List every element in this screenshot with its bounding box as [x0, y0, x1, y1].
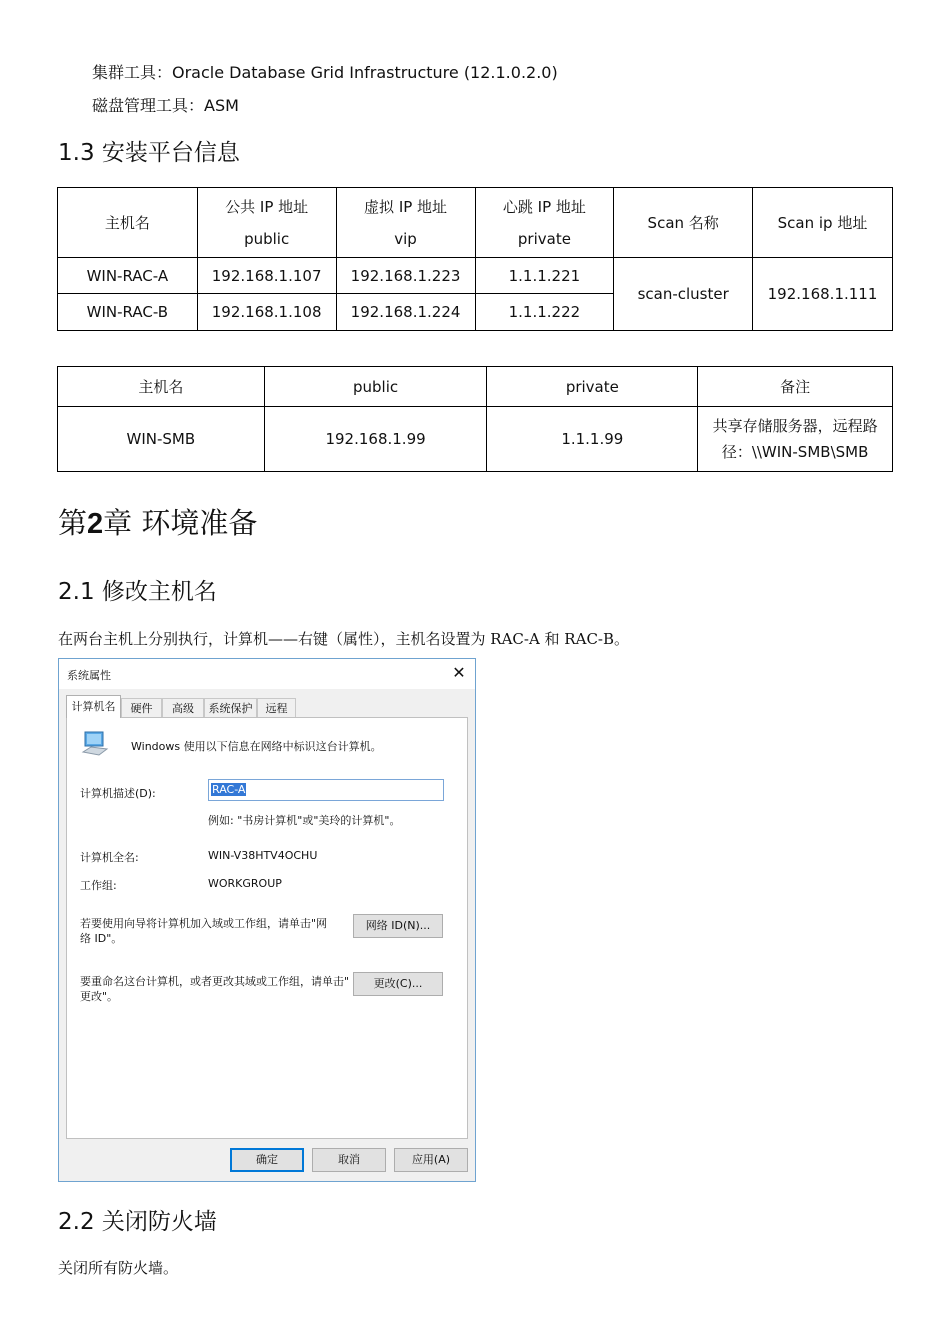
intro-text: Windows 使用以下信息在网络中标识这台计算机。: [131, 740, 382, 753]
network-id-button[interactable]: 网络 ID(N)...: [353, 914, 443, 938]
cell-public: 192.168.1.108: [197, 294, 336, 331]
header-note: 备注: [698, 367, 893, 407]
tab-advanced[interactable]: 高级: [162, 698, 204, 717]
cell-vip: 192.168.1.224: [336, 294, 475, 331]
cell-host: WIN-RAC-A: [58, 258, 198, 294]
platform-info-table: [57, 187, 893, 331]
header-private-bottom: private: [517, 229, 571, 248]
section-2-1-title: 2.1 修改主机名: [58, 579, 217, 605]
description-input[interactable]: [208, 779, 444, 801]
cell-host: WIN-RAC-B: [58, 294, 198, 331]
header-public-top: 公共 IP 地址: [225, 197, 309, 216]
table-row: [58, 407, 893, 472]
tab-remote[interactable]: 远程: [257, 698, 296, 717]
fullname-value: WIN-V38HTV4OCHU: [208, 849, 318, 862]
close-icon[interactable]: ✕: [452, 663, 466, 682]
workgroup-label: 工作组:: [80, 879, 117, 892]
chapter-2-title: [58, 501, 257, 542]
change-button[interactable]: 更改(C)...: [353, 972, 443, 996]
tab-hardware[interactable]: 硬件: [121, 698, 162, 717]
header-public-bottom: public: [244, 229, 290, 248]
netid-text-line2: 络 ID"。: [80, 932, 123, 945]
header-host: 主机名: [58, 367, 265, 407]
dialog-title: 系统属性: [67, 669, 111, 682]
table-header-row: [58, 367, 893, 407]
header-scan-name: Scan 名称: [614, 188, 753, 258]
header-vip: [336, 188, 475, 258]
system-properties-dialog: [58, 658, 476, 1182]
example-text: 例如: "书房计算机"或"美玲的计算机"。: [208, 814, 401, 827]
computer-name-panel: [66, 717, 468, 1139]
note-line2: 径：\\WIN-SMB\SMB: [721, 443, 869, 461]
rename-text-line1: 要重命名这台计算机，或者更改其域或工作组，请单击": [80, 975, 350, 988]
header-public: public: [264, 367, 487, 407]
cell-private: 1.1.1.221: [475, 258, 614, 294]
chapter-suffix: 章 环境准备: [103, 506, 258, 540]
cancel-button[interactable]: 取消: [312, 1148, 386, 1172]
section-2-1-body: 在两台主机上分别执行，计算机——右键（属性），主机名设置为 RAC-A 和 RAC-B。: [58, 630, 630, 648]
header-public: [197, 188, 336, 258]
computer-icon: [81, 730, 109, 756]
header-private: private: [487, 367, 698, 407]
description-value: RAC-A: [212, 783, 246, 796]
fullname-label: 计算机全名:: [80, 851, 139, 864]
rename-text-line2: 更改"。: [80, 990, 119, 1003]
cell-host: WIN-SMB: [58, 407, 265, 472]
netid-text-line1: 若要使用向导将计算机加入域或工作组，请单击"网: [80, 917, 328, 930]
tab-computer-name[interactable]: 计算机名: [66, 695, 121, 718]
dialog-titlebar: [59, 659, 475, 689]
apply-button[interactable]: 应用(A): [394, 1148, 468, 1172]
header-scan-ip: Scan ip 地址: [753, 188, 893, 258]
description-label: 计算机描述(D):: [80, 787, 156, 800]
cell-private: 1.1.1.99: [487, 407, 698, 472]
cell-public: 192.168.1.99: [264, 407, 487, 472]
cell-public: 192.168.1.107: [197, 258, 336, 294]
ok-button[interactable]: 确定: [230, 1148, 304, 1172]
section-2-2-title: 2.2 关闭防火墙: [58, 1209, 217, 1235]
cell-private: 1.1.1.222: [475, 294, 614, 331]
section-2-2-body: 关闭所有防火墙。: [58, 1259, 179, 1277]
header-vip-bottom: vip: [394, 229, 417, 248]
chapter-number: 2: [87, 508, 104, 540]
header-private: [475, 188, 614, 258]
cell-scan-name: scan-cluster: [614, 258, 753, 331]
header-vip-top: 虚拟 IP 地址: [364, 197, 448, 216]
header-private-top: 心跳 IP 地址: [502, 197, 586, 216]
note-line1: 共享存储服务器，远程路: [712, 417, 878, 435]
header-host: 主机名: [58, 188, 198, 258]
table-row: [58, 258, 893, 294]
cell-vip: 192.168.1.223: [336, 258, 475, 294]
cell-note: [698, 407, 893, 472]
cell-scan-ip: 192.168.1.111: [753, 258, 893, 331]
workgroup-value: WORKGROUP: [208, 877, 282, 890]
tab-system-protection[interactable]: 系统保护: [204, 698, 257, 717]
chapter-prefix: 第: [58, 506, 88, 540]
disk-tool-line: 磁盘管理工具：ASM: [92, 96, 239, 115]
smb-info-table: [57, 366, 893, 472]
table-header-row: [58, 188, 893, 258]
cluster-tool-line: 集群工具：Oracle Database Grid Infrastructure (12.1.0.2.0): [92, 63, 558, 82]
section-1-3-title: 1.3 安装平台信息: [58, 140, 240, 166]
